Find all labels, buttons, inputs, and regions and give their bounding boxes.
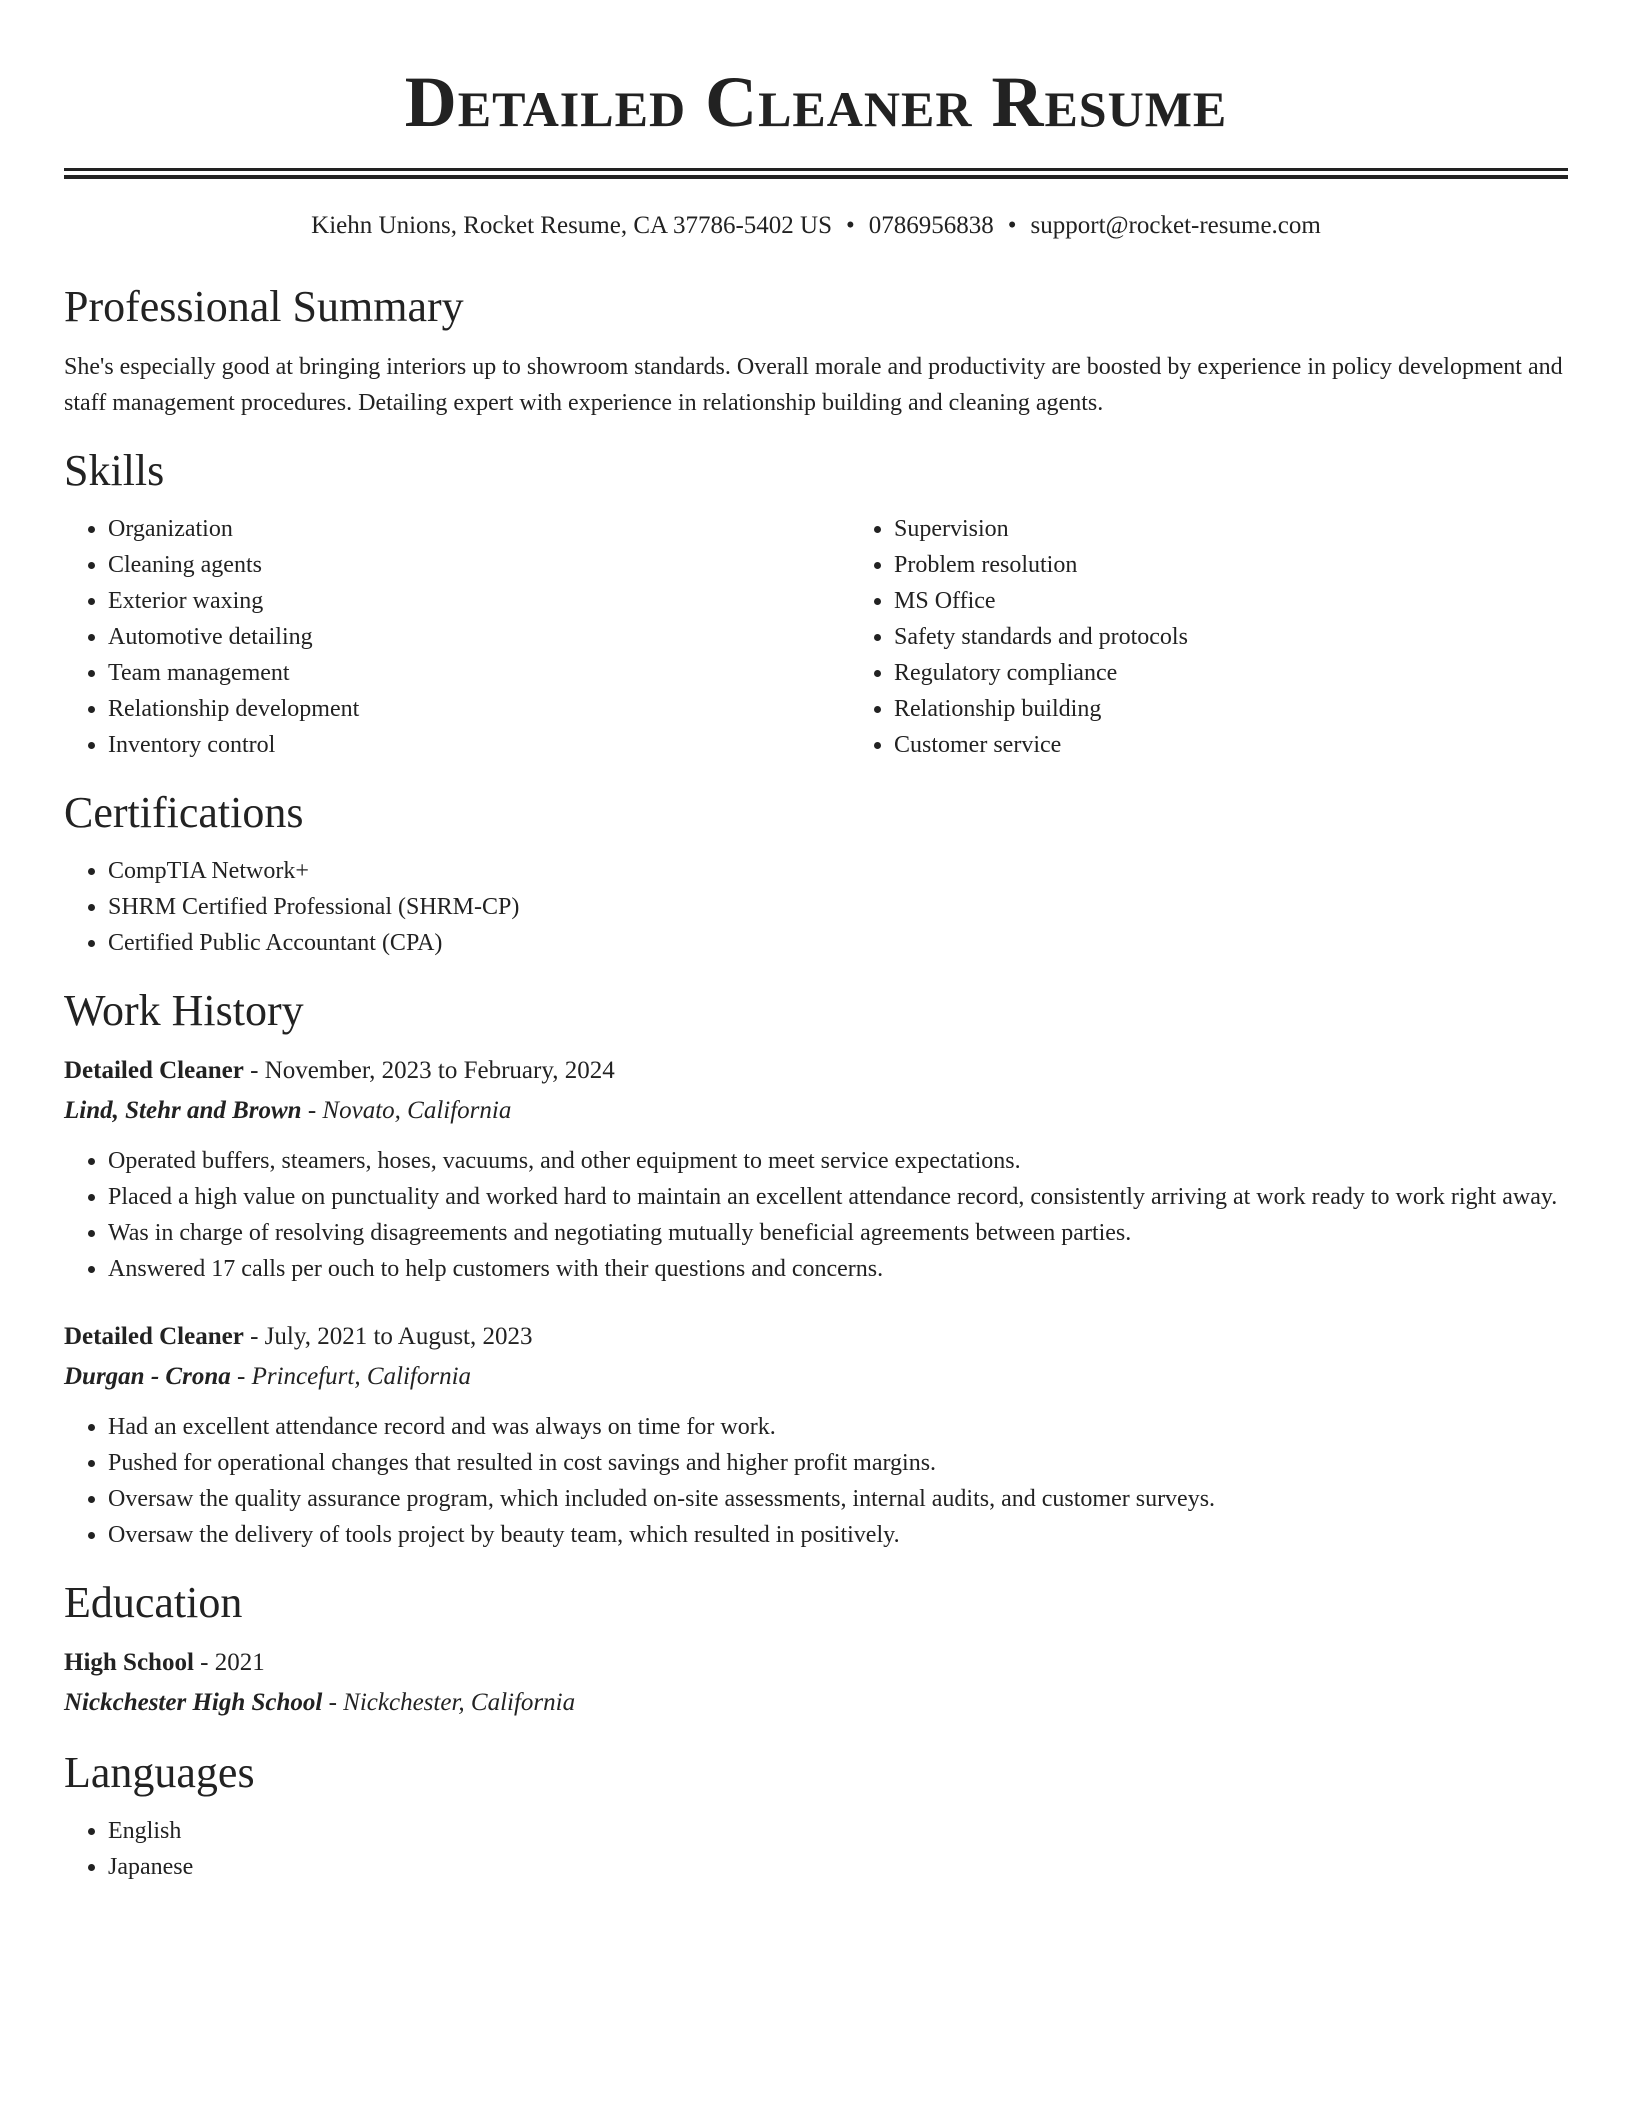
skill-item: • Automotive detailing	[108, 619, 850, 655]
certifications-list	[64, 853, 1568, 961]
skill-item: • Regulatory compliance	[894, 655, 1632, 691]
resume-title: Detailed Cleaner Resume	[404, 62, 1228, 142]
skill-item: • Safety standards and protocols	[894, 619, 1632, 655]
skill-item: • Cleaning agents	[108, 547, 850, 583]
job-dates: July, 2021 to August, 2023	[264, 1323, 533, 1350]
skill-item: • Supervision	[894, 511, 1632, 547]
skills-heading: Skills	[64, 446, 165, 495]
dash: -	[193, 1649, 215, 1676]
skills-section	[64, 445, 1568, 763]
skills-left-list	[64, 511, 850, 763]
skill-item: • Relationship building	[894, 691, 1632, 727]
job-header	[64, 1317, 1568, 1357]
skill-item: • Team management	[108, 655, 850, 691]
job-dates: November, 2023 to February, 2024	[264, 1057, 615, 1084]
contact-email: support@rocket-resume.com	[1030, 212, 1321, 239]
language-item: • Japanese	[108, 1849, 1568, 1885]
skills-columns	[64, 511, 1568, 763]
skill-item: • Relationship development	[108, 691, 850, 727]
summary-section	[64, 281, 1568, 421]
job-bullet: • Oversaw the delivery of tools project by beauty team, which resulted in positively.	[108, 1517, 1568, 1553]
contact-separator: •	[1007, 212, 1017, 239]
skill-item: • Organization	[108, 511, 850, 547]
skill-item: • Customer service	[894, 727, 1632, 763]
certification-item: • CompTIA Network+	[108, 853, 1568, 889]
skill-item: • MS Office	[894, 583, 1632, 619]
job-bullet: • Oversaw the quality assurance program, which included on-site assessments, internal audits, and customer surveys.	[108, 1481, 1568, 1517]
job-header	[64, 1051, 1568, 1091]
skill-item: • Inventory control	[108, 727, 850, 763]
education-header	[64, 1643, 1568, 1683]
skill-item: • Exterior waxing	[108, 583, 850, 619]
summary-heading: Professional Summary	[64, 282, 464, 331]
certification-item: • SHRM Certified Professional (SHRM-CP)	[108, 889, 1568, 925]
job-title: Detailed Cleaner	[64, 1057, 244, 1084]
job-entry	[64, 1317, 1568, 1553]
job-bullet: • Pushed for operational changes that resulted in cost savings and higher profit margins.	[108, 1445, 1568, 1481]
skill-item: • Problem resolution	[894, 547, 1632, 583]
job-company: Durgan - Crona	[64, 1363, 231, 1390]
job-bullets	[64, 1409, 1568, 1553]
languages-heading: Languages	[64, 1748, 255, 1797]
contact-line	[64, 209, 1568, 243]
language-item: • English	[108, 1813, 1568, 1849]
certifications-heading: Certifications	[64, 788, 304, 837]
contact-separator: •	[846, 212, 855, 239]
job-bullet: • Was in charge of resolving disagreements and negotiating mutually beneficial agreements between parties.	[108, 1215, 1568, 1251]
job-company-line	[64, 1091, 1568, 1131]
contact-phone: 0786956838	[868, 212, 994, 239]
job-bullet: • Operated buffers, steamers, hoses, vacuums, and other equipment to meet service expectations.	[108, 1143, 1568, 1179]
job-location: Novato, California	[322, 1097, 512, 1124]
education-degree: High School	[64, 1649, 194, 1676]
title-divider	[64, 168, 1568, 179]
dash: -	[243, 1057, 265, 1084]
job-location: Princefurt, California	[251, 1363, 472, 1390]
job-bullet: • Placed a high value on punctuality and worked hard to maintain an excellent attendance record, consistently arriving at work ready to work right away.	[108, 1179, 1568, 1215]
education-heading: Education	[64, 1578, 243, 1627]
dash: -	[301, 1097, 323, 1124]
skills-right-list	[850, 511, 1632, 763]
languages-list	[64, 1813, 1568, 1885]
job-bullet: • Had an excellent attendance record and was always on time for work.	[108, 1409, 1568, 1445]
certifications-section	[64, 787, 1568, 961]
job-company: Lind, Stehr and Brown	[64, 1097, 302, 1124]
education-section	[64, 1577, 1568, 1723]
languages-section	[64, 1747, 1568, 1885]
education-school-line	[64, 1683, 1568, 1723]
job-bullets	[64, 1143, 1568, 1287]
education-year: 2021	[214, 1649, 265, 1676]
contact-address: Kiehn Unions, Rocket Resume, CA 37786-5402 US	[311, 212, 832, 239]
education-school: Nickchester High School	[64, 1689, 323, 1716]
dash: -	[322, 1689, 344, 1716]
job-company-line	[64, 1357, 1568, 1397]
job-title: Detailed Cleaner	[64, 1323, 244, 1350]
summary-text: She's especially good at bringing interiors up to showroom standards. Overall morale and productivity are boosted by experience in policy development and staff management procedures. Detailing expert with experience in relationship building and cleaning agents.	[64, 354, 1563, 416]
work-history-heading: Work History	[64, 986, 304, 1035]
certification-item: • Certified Public Accountant (CPA)	[108, 925, 1568, 961]
dash: -	[230, 1363, 252, 1390]
job-entry	[64, 1051, 1568, 1287]
dash: -	[243, 1323, 265, 1350]
job-bullet: • Answered 17 calls per ouch to help customers with their questions and concerns.	[108, 1251, 1568, 1287]
work-history-section	[64, 985, 1568, 1553]
education-location: Nickchester, California	[343, 1689, 576, 1716]
